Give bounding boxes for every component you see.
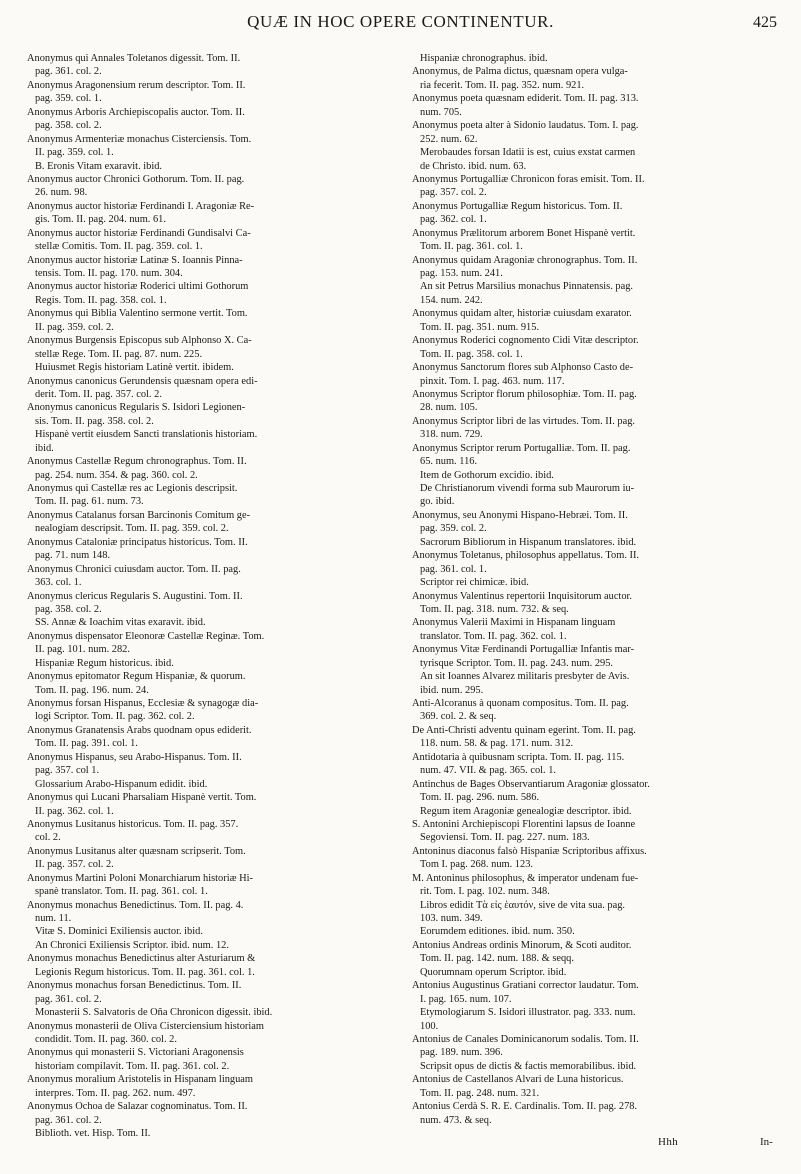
index-line: Vitæ S. Dominici Exiliensis auctor. ibid. xyxy=(35,926,203,938)
index-line: Antinchus de Bages Observantiarum Aragoniæ glossator. xyxy=(412,778,650,790)
index-line: spanè translator. Tom. II. pag. 361. col. 1. xyxy=(35,886,208,898)
index-line: Anonymus Aragonensium rerum descriptor. Tom. II. xyxy=(27,79,246,91)
index-line: II. pag. 359. col. 2. xyxy=(35,321,114,333)
index-line: Regum item Aragoniæ genealogiæ descriptor. ibid. xyxy=(420,805,632,817)
index-line: Scriptor rei chimicæ. ibid. xyxy=(420,577,529,589)
index-line: 252. num. 62. xyxy=(420,133,478,145)
index-line: pag. 359. col. 1. xyxy=(35,93,102,105)
index-line: Anonymus auctor historiæ Ferdinandi Gundisalvi Ca- xyxy=(27,227,251,239)
index-line: Anonymus Ochoa de Salazar cognominatus. Tom. II. xyxy=(27,1101,248,1113)
index-line: interpres. Tom. II. pag. 262. num. 497. xyxy=(35,1087,196,1099)
index-line: Tom I. pag. 268. num. 123. xyxy=(420,859,533,871)
index-line: Tom. II. pag. 296. num. 586. xyxy=(420,792,540,804)
index-line: Anonymus Roderici cognomento Cidi Vitæ descriptor. xyxy=(412,335,639,347)
index-line: II. pag. 362. col. 1. xyxy=(35,805,114,817)
index-line: Anonymus Granatensis Arabs quodnam opus ediderit. xyxy=(27,724,252,736)
index-line: logi Scriptor. Tom. II. pag. 362. col. 2. xyxy=(35,711,195,723)
index-line: stellæ Comitis. Tom. II. pag. 359. col. 1. xyxy=(35,241,203,253)
index-line: Legionis Regum historicus. Tom. II. pag. 361. col. 1. xyxy=(35,966,255,978)
index-line: Anonymus auctor historiæ Latinæ S. Ioannis Pinna- xyxy=(27,254,243,266)
index-line: Anonymus epitomator Regum Hispaniæ, & quorum. xyxy=(27,671,246,683)
index-line: Anonymus moralium Aristotelis in Hispanam linguam xyxy=(27,1074,253,1086)
index-line: de Christo. ibid. num. 63. xyxy=(420,160,527,172)
index-line: Anonymus auctor Chronici Gothorum. Tom. II. pag. xyxy=(27,173,245,185)
index-line: ria fecerit. Tom. II. pag. 352. num. 921. xyxy=(420,79,585,91)
index-line: Anonymus qui monasterii S. Victoriani Aragonensis xyxy=(27,1047,244,1059)
index-line: Anonymus forsan Hispanus, Ecclesiæ & synagogæ dia- xyxy=(27,698,259,709)
index-line: pag. 153. num. 241. xyxy=(420,268,503,279)
index-line: Etymologiarum S. Isidori illustrator. pag. 333. num. xyxy=(420,1007,636,1019)
index-line: 154. num. 242. xyxy=(420,294,483,306)
index-line: 363. col. 1. xyxy=(35,577,82,589)
index-line: 103. num. 349. xyxy=(420,913,483,924)
index-line: II. pag. 101. num. 282. xyxy=(35,644,130,656)
index-line: II. pag. 357. col. 2. xyxy=(35,859,114,871)
index-line: Tom. II. pag. 391. col. 1. xyxy=(35,738,138,750)
index-line: Anonymus Scriptor florum philosophiæ. Tom. II. pag. xyxy=(412,388,637,400)
index-line: Anonymus qui Annales Toletanos digessit. Tom. II. xyxy=(27,53,241,64)
index-line: Anonymus Toletanus, philosophus appellatus. Tom. II. xyxy=(412,550,640,562)
index-line: pag. 361. col. 2. xyxy=(35,66,102,78)
index-line: Anonymus qui Castellæ res ac Legionis descripsit. xyxy=(27,483,238,494)
index-line: Anonymus poeta alter à Sidonio laudatus. Tom. I. pag. xyxy=(412,120,639,132)
index-line: Anonymus auctor historiæ Roderici ultimi Gothorum xyxy=(27,281,249,293)
index-line: Antonius de Canales Dominicanorum sodalis. Tom. II. xyxy=(412,1033,639,1045)
index-line: ibid. xyxy=(35,442,54,454)
index-line: derit. Tom. II. pag. 357. col. 2. xyxy=(35,388,162,400)
index-line: Anonymus canonicus Regularis S. Isidori Legionen- xyxy=(27,402,246,414)
index-line: An Chronici Exiliensis Scriptor. ibid. num. 12. xyxy=(35,939,229,951)
index-line: Tom. II. pag. 61. num. 73. xyxy=(35,496,144,508)
index-line: go. ibid. xyxy=(420,496,455,508)
index-line: pag. 357. col. 2. xyxy=(420,187,487,199)
index-line: tensis. Tom. II. pag. 170. num. 304. xyxy=(35,268,183,279)
index-line: 65. num. 116. xyxy=(420,456,478,468)
index-line: Anonymus Scriptor libri de las virtudes. Tom. II. pag. xyxy=(412,415,636,427)
index-line: Anonymus quidam Aragoniæ chronographus. Tom. II. xyxy=(412,254,638,266)
index-line: Anonymus Sanctorum flores sub Alphonso Casto de- xyxy=(412,362,634,374)
index-line: Anonymus Portugalliæ Regum historicus. Tom. II. xyxy=(412,200,623,212)
index-line: S. Antonini Archiepiscopi Florentini lapsus de Ioanne xyxy=(412,818,636,830)
index-line: Tom. II. pag. 358. col. 1. xyxy=(420,348,523,360)
index-line: 26. num. 98. xyxy=(35,187,88,199)
index-line: pag. 254. num. 354. & pag. 360. col. 2. xyxy=(35,469,198,481)
index-line: M. Antoninus philosophus, & imperator undenam fue- xyxy=(412,872,639,884)
index-line: 369. col. 2. & seq. xyxy=(420,711,497,723)
index-line: I. pag. 165. num. 107. xyxy=(420,993,512,1005)
index-line: Anti-Alcoranus à quonam compositus. Tom. II. pag. xyxy=(412,698,629,709)
index-line: 28. num. 105. xyxy=(420,402,478,414)
index-line: Monasterii S. Salvatoris de Oña Chronicon digessit. ibid. xyxy=(35,1007,273,1019)
index-line: Antoninus diaconus falsò Hispaniæ Scriptoribus affixus. xyxy=(412,845,647,857)
index-line: nealogiam descripsit. Tom. II. pag. 359. col. 2. xyxy=(35,523,229,535)
index-line: Antonius Cerdà S. R. E. Cardinalis. Tom. II. pag. 278. xyxy=(412,1101,638,1113)
index-line: 318. num. 729. xyxy=(420,429,483,441)
index-line: Sacrorum Bibliorum in Hispanum translatores. ibid. xyxy=(420,536,637,548)
index-line: Anonymus qui Lucani Pharsaliam Hispanè vertit. Tom. xyxy=(27,792,257,804)
index-line: Anonymus Burgensis Episcopus sub Alphonso X. Ca- xyxy=(27,335,252,347)
index-line: Anonymus Portugalliæ Chronicon foras emisit. Tom. II. xyxy=(412,173,645,185)
index-line: Merobaudes forsan Idatii is est, cuius exstat carmen xyxy=(420,147,636,159)
index-line: Tom. II. pag. 351. num. 915. xyxy=(420,321,540,333)
index-line: De Anti-Christi adventu quinam egerint. Tom. II. pag. xyxy=(412,724,636,736)
index-line: rit. Tom. I. pag. 102. num. 348. xyxy=(420,886,550,898)
signature-mark: Hhh xyxy=(658,1136,679,1148)
index-line: gis. Tom. II. pag. 204. num. 61. xyxy=(35,214,166,226)
index-line: Tom. II. pag. 142. num. 188. & seqq. xyxy=(420,953,574,965)
index-line: Anonymus monachus Benedictinus. Tom. II. pag. 4. xyxy=(27,899,244,911)
index-line: De Christianorum vivendi forma sub Maurorum iu- xyxy=(420,483,635,494)
index-line: ibid. num. 295. xyxy=(420,684,484,696)
index-line: Tom. II. pag. 248. num. 321. xyxy=(420,1087,540,1099)
index-line: Anonymus quidam alter, historiæ cuiusdam exarator. xyxy=(412,308,632,320)
catchword: In- xyxy=(760,1136,773,1148)
index-line: Segoviensi. Tom. II. pag. 227. num. 183. xyxy=(420,832,590,844)
index-line: Anonymus Armenteriæ monachus Cisterciensis. Tom. xyxy=(27,133,252,145)
page-header xyxy=(0,10,801,40)
index-line: Anonymus Castellæ Regum chronographus. Tom. II. xyxy=(27,456,247,468)
index-line: Huiusmet Regis historiam Latinè vertit. ibidem. xyxy=(35,362,234,374)
page-title: QUÆ IN HOC OPERE CONTINENTUR. xyxy=(247,12,554,31)
index-line: Libros edidit Τὰ εἰς ἑαυτόν, sive de vita sua. pag. xyxy=(420,899,626,911)
index-line: num. 11. xyxy=(35,913,72,924)
index-line: Scripsit opus de dictis & factis memorabilibus. ibid. xyxy=(420,1060,637,1072)
index-line: 100. xyxy=(420,1020,439,1032)
index-line: Anonymus Arboris Archiepiscopalis auctor. Tom. II. xyxy=(27,106,245,118)
index-line: num. 473. & seq. xyxy=(420,1114,492,1126)
index-line: Tom. II. pag. 361. col. 1. xyxy=(420,241,523,253)
index-line: Anonymus Lusitanus historicus. Tom. II. pag. 357. xyxy=(27,818,239,830)
index-line: sis. Tom. II. pag. 358. col. 2. xyxy=(35,415,154,427)
index-line: pag. 358. col. 2. xyxy=(35,603,102,615)
index-line: condidit. Tom. II. pag. 360. col. 2. xyxy=(35,1033,177,1045)
index-line: Anonymus clericus Regularis S. Augustini. Tom. II. xyxy=(27,590,243,602)
index-line: Anonymus monasterii de Oliva Cisterciensium historiam xyxy=(27,1020,264,1032)
index-line: An sit Petrus Marsilius monachus Pinnatensis. pag. xyxy=(420,281,633,293)
left-column xyxy=(27,52,391,1140)
right-column xyxy=(412,52,776,1127)
index-line: II. pag. 359. col. 1. xyxy=(35,147,114,159)
index-line: Tom. II. pag. 318. num. 732. & seq. xyxy=(420,603,569,615)
index-line: SS. Annæ & Ioachim vitas exaravit. ibid. xyxy=(35,617,206,629)
index-line: Antonius Andreas ordinis Minorum, & Scoti auditor. xyxy=(412,939,632,951)
index-line: Tom. II. pag. 196. num. 24. xyxy=(35,684,149,696)
index-line: Anonymus canonicus Gerundensis quæsnam opera edi- xyxy=(27,375,258,387)
index-line: Anonymus auctor historiæ Ferdinandi I. Aragoniæ Re- xyxy=(27,200,255,212)
index-line: Antonius de Castellanos Alvari de Luna historicus. xyxy=(412,1074,624,1086)
index-line: 118. num. 58. & pag. 171. num. 312. xyxy=(420,738,574,750)
index-line: tyrisque Scriptor. Tom. II. pag. 243. num. 295. xyxy=(420,657,614,669)
index-line: col. 2. xyxy=(35,832,61,844)
index-line: pag. 189. num. 396. xyxy=(420,1047,503,1059)
index-line: historiam compilavit. Tom. II. pag. 361. col. 2. xyxy=(35,1060,230,1072)
index-line: Biblioth. vet. Hisp. Tom. II. xyxy=(35,1128,151,1139)
index-line: Anonymus Catalanus forsan Barcinonis Comitum ge- xyxy=(27,509,251,521)
index-line: An sit Ioannes Alvarez militaris presbyter de Avis. xyxy=(420,671,630,683)
index-line: Hispaniæ chronographus. ibid. xyxy=(420,53,548,64)
index-line: Anonymus, de Palma dictus, quæsnam opera vulga- xyxy=(412,66,628,78)
index-line: Anonymus monachus forsan Benedictinus. Tom. II. xyxy=(27,980,242,992)
index-line: Anonymus Valentinus repertorii Inquisitorum auctor. xyxy=(412,590,632,602)
index-line: Antonius Augustinus Gratiani corrector laudatur. Tom. xyxy=(412,980,639,992)
index-line: pinxit. Tom. I. pag. 463. num. 117. xyxy=(420,375,565,387)
index-line: Anonymus, seu Anonymi Hispano-Hebræi. Tom. II. xyxy=(412,509,628,521)
index-line: Hispanè vertit eiusdem Sancti translationis historiam. xyxy=(35,429,258,441)
index-line: Quorumnam operum Scriptor. ibid. xyxy=(420,966,567,978)
index-line: pag. 71. num 148. xyxy=(35,550,111,562)
index-line: pag. 357. col 1. xyxy=(35,765,100,777)
index-line: Anonymus Lusitanus alter quæsnam scripserit. Tom. xyxy=(27,845,246,857)
index-line: num. 47. VII. & pag. 365. col. 1. xyxy=(420,765,557,777)
index-line: Anonymus Chronici cuiusdam auctor. Tom. II. pag. xyxy=(27,563,241,575)
index-line: Anonymus Hispanus, seu Arabo-Hispanus. Tom. II. xyxy=(27,751,242,763)
index-line: pag. 361. col. 2. xyxy=(35,1114,102,1126)
index-line: Anonymus Martini Poloni Monarchiarum historiæ Hi- xyxy=(27,872,253,884)
index-line: Anonymus dispensator Eleonoræ Castellæ Reginæ. Tom. xyxy=(27,630,265,642)
index-line: Hispaniæ Regum historicus. ibid. xyxy=(35,657,174,669)
index-line: Anonymus poeta quæsnam ediderit. Tom. II. pag. 313. xyxy=(412,93,639,105)
index-line: Anonymus Scriptor rerum Portugalliæ. Tom. II. pag. xyxy=(412,442,631,454)
index-line: Item de Gothorum excidio. ibid. xyxy=(420,469,554,481)
index-line: B. Eronis Vitam exaravit. ibid. xyxy=(35,160,163,172)
index-line: Anonymus Prælitorum arborem Bonet Hispanè vertit. xyxy=(412,227,636,239)
index-line: Antidotaria à quibusnam scripta. Tom. II. pag. 115. xyxy=(412,751,625,763)
index-line: stellæ Rege. Tom. II. pag. 87. num. 225. xyxy=(35,348,203,360)
index-line: Anonymus monachus Benedictinus alter Asturiarum & xyxy=(27,953,256,965)
index-line: num. 705. xyxy=(420,106,462,118)
page-number: 425 xyxy=(753,14,777,31)
index-line: pag. 358. col. 2. xyxy=(35,120,102,132)
index-line: Regis. Tom. II. pag. 358. col. 1. xyxy=(35,294,167,306)
index-line: Anonymus Vitæ Ferdinandi Portugalliæ Infantis mar- xyxy=(412,644,635,656)
index-line: translator. Tom. II. pag. 362. col. 1. xyxy=(420,630,567,642)
index-line: Eorumdem editiones. ibid. num. 350. xyxy=(420,926,575,938)
index-line: Glossarium Arabo-Hispanum edidit. ibid. xyxy=(35,778,208,790)
index-line: pag. 362. col. 1. xyxy=(420,214,487,226)
index-line: Anonymus Valerii Maximi in Hispanam linguam xyxy=(412,617,616,629)
index-line: Anonymus qui Biblia Valentino sermone vertit. Tom. xyxy=(27,308,248,320)
index-line: pag. 359. col. 2. xyxy=(420,523,487,535)
index-line: pag. 361. col. 1. xyxy=(420,563,487,575)
index-line: pag. 361. col. 2. xyxy=(35,993,102,1005)
index-line: Anonymus Cataloniæ principatus historicus. Tom. II. xyxy=(27,536,248,548)
